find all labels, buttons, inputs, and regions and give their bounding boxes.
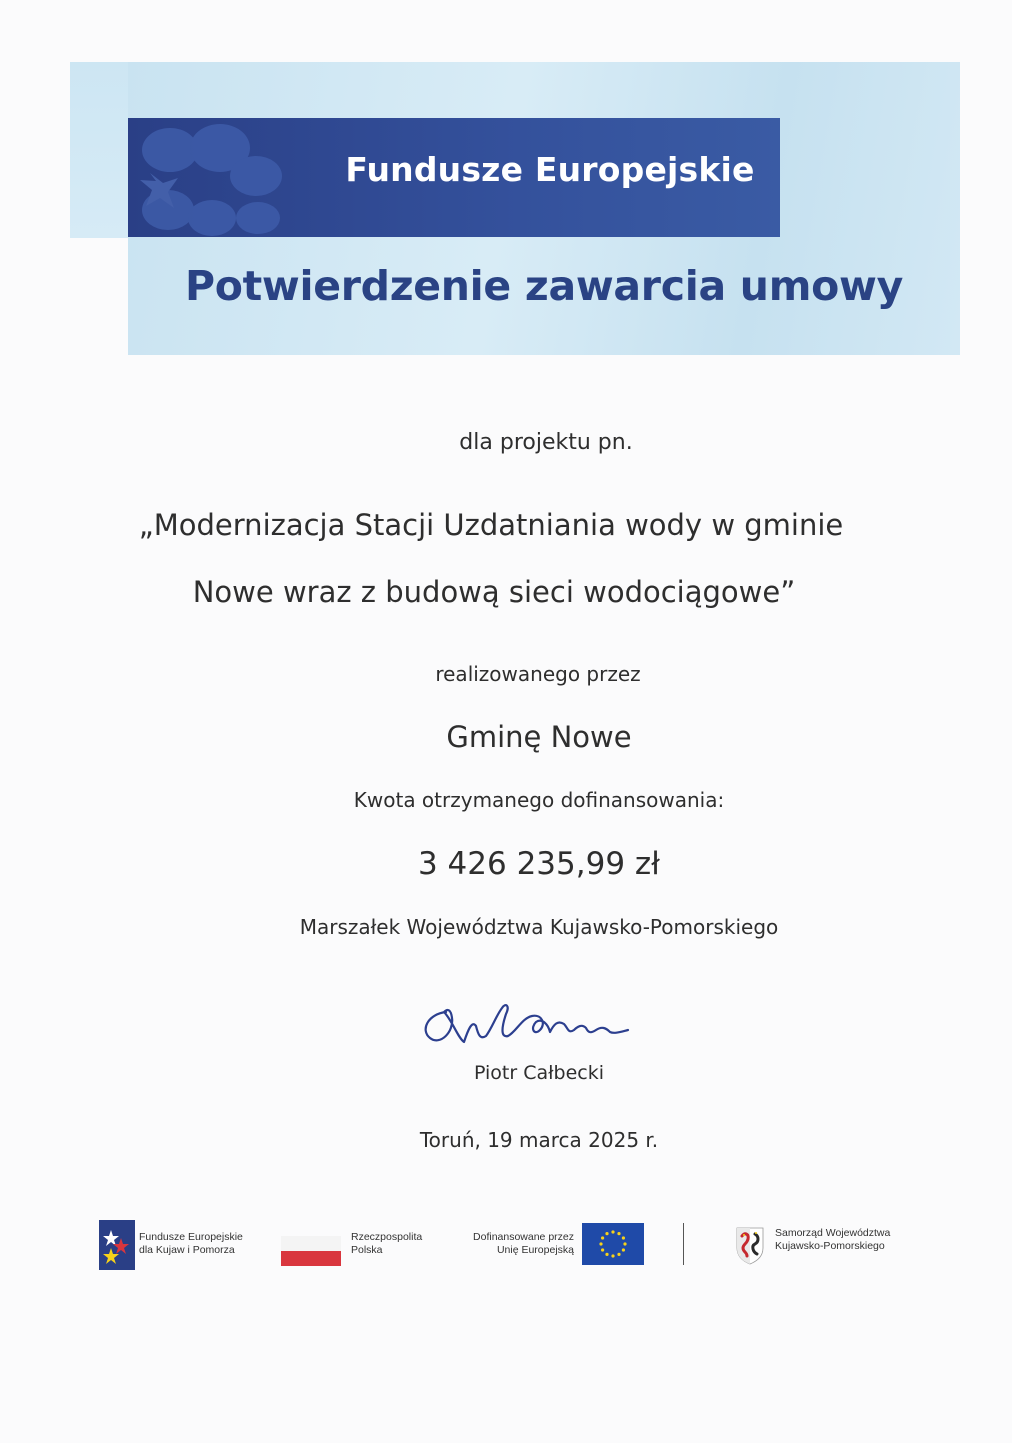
brand-bar: [128, 118, 780, 237]
project-name-line-1: „Modernizacja Stacji Uzdatniania wody w gminie: [138, 508, 844, 542]
intro-text: dla projektu pn.: [459, 430, 633, 455]
fundusze-europejskie-logo-text: [139, 1231, 243, 1257]
eu-line-1: Dofinansowane przez: [473, 1231, 574, 1243]
star-pattern-icon: [128, 118, 328, 237]
eu-flag-icon: [582, 1223, 644, 1265]
document-title: Potwierdzenie zawarcia umowy: [185, 262, 903, 310]
amount-value: 3 426 235,99 zł: [417, 846, 660, 882]
samorzad-logo-text: [775, 1227, 890, 1253]
rp-line-1: Rzeczpospolita: [351, 1231, 423, 1243]
fundusze-europejskie-logo-icon: [99, 1220, 135, 1270]
eu-line-2: Unię Europejską: [496, 1244, 574, 1256]
brand-title: Fundusze Europejskie: [345, 150, 755, 189]
amount-label: Kwota otrzymanego dofinansowania:: [353, 788, 725, 812]
header-band-left: [70, 62, 130, 238]
official-title: Marszałek Województwa Kujawsko-Pomorskiego: [299, 915, 779, 939]
eu-logo-text: [456, 1231, 574, 1257]
signature-icon: [418, 990, 678, 1060]
beneficiary-name: Gminę Nowe: [446, 720, 632, 754]
coat-of-arms-icon: [733, 1222, 767, 1266]
logo-divider: [683, 1223, 684, 1265]
sw-line-1: Samorząd Województwa: [775, 1227, 891, 1239]
signer-name: Piotr Całbecki: [473, 1062, 605, 1084]
rzeczpospolita-logo-text: [351, 1231, 422, 1257]
fe-line-1: Fundusze Europejskie: [139, 1231, 243, 1243]
project-name-line-2: Nowe wraz z budową sieci wodociągowe”: [192, 575, 796, 609]
place-and-date: Toruń, 19 marca 2025 r.: [419, 1128, 659, 1152]
sw-line-2: Kujawsko-Pomorskiego: [775, 1240, 885, 1252]
rp-line-2: Polska: [351, 1244, 383, 1256]
by-label: realizowanego przez: [435, 662, 641, 686]
polish-flag-icon: [281, 1236, 341, 1266]
fe-line-2: dla Kujaw i Pomorza: [139, 1244, 235, 1256]
footer-logos: [0, 1210, 1012, 1280]
